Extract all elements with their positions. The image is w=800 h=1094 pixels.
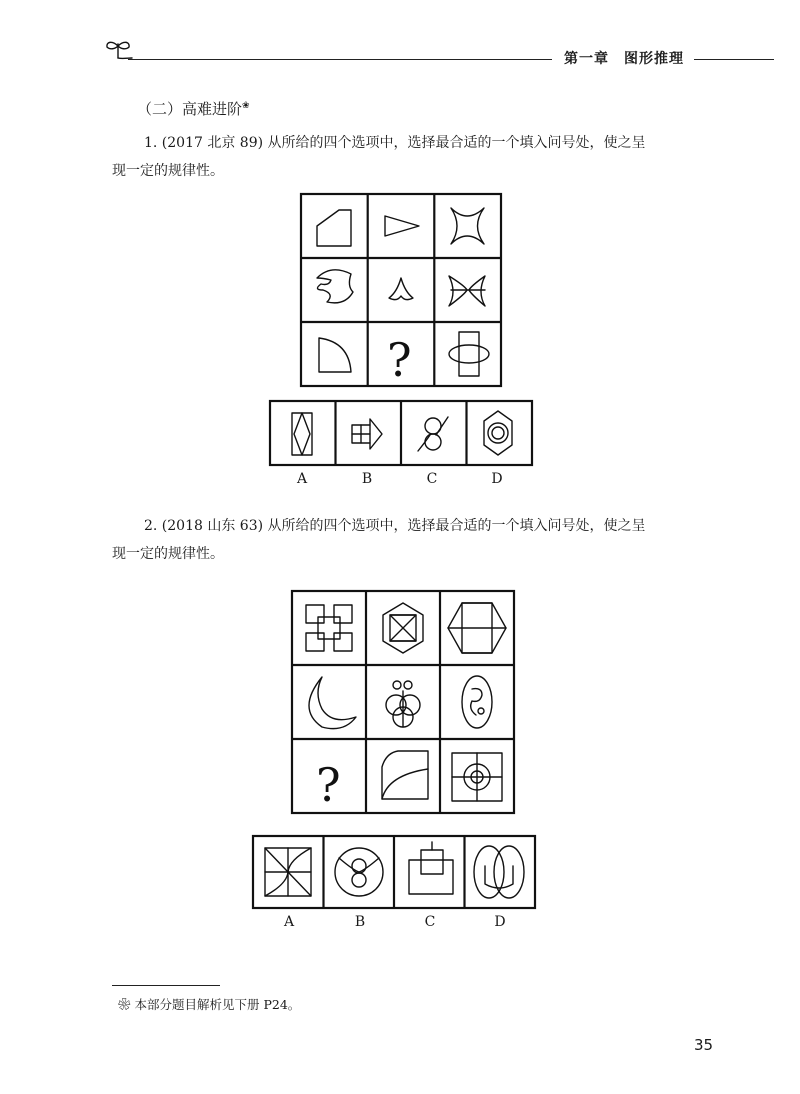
header-title: 图形推理 bbox=[624, 51, 684, 67]
footnote-rule bbox=[112, 985, 220, 986]
question-1-question-mark: ? bbox=[387, 333, 412, 387]
sprout-icon bbox=[104, 36, 134, 60]
question-1-grid bbox=[301, 194, 501, 386]
question-2-option-a[interactable]: A bbox=[283, 914, 295, 930]
footnote bbox=[118, 995, 300, 1013]
footnote-text: 本部分题目解析见下册 P24。 bbox=[134, 997, 301, 1012]
question-2-option-b[interactable]: B bbox=[354, 914, 366, 930]
question-1-option-a[interactable]: A bbox=[296, 471, 308, 487]
question-1-line1: 1. (2017 北京 89) 从所给的四个选项中，选择最合适的一个填入问号处，使之呈 bbox=[144, 135, 646, 151]
question-2-line1: 2. (2018 山东 63) 从所给的四个选项中，选择最合适的一个填入问号处，使之呈 bbox=[144, 518, 646, 534]
question-2-options bbox=[253, 836, 535, 908]
question-2-line2: 现一定的规律性。 bbox=[112, 546, 224, 562]
question-1-option-c[interactable]: C bbox=[426, 471, 438, 487]
header-rule-left bbox=[128, 59, 552, 60]
page-number: 35 bbox=[694, 1036, 714, 1054]
question-2-text bbox=[112, 512, 712, 568]
question-2-option-c[interactable]: C bbox=[424, 914, 436, 930]
header-rule-right bbox=[694, 59, 774, 60]
header-chapter: 第一章 bbox=[564, 51, 609, 67]
question-1-options bbox=[270, 401, 532, 465]
question-2-option-d[interactable]: D bbox=[494, 914, 506, 930]
question-2-grid bbox=[292, 591, 514, 813]
question-2-question-mark: ? bbox=[316, 758, 341, 812]
question-1-line2: 现一定的规律性。 bbox=[112, 163, 224, 179]
question-1-option-d[interactable]: D bbox=[491, 471, 503, 487]
question-1-option-b[interactable]: B bbox=[361, 471, 373, 487]
section-mark: ❀ bbox=[242, 101, 250, 111]
question-1-text bbox=[112, 129, 712, 185]
section-title: （二）高难进阶❀ bbox=[137, 100, 250, 118]
footnote-mark: ❀ bbox=[118, 997, 131, 1012]
